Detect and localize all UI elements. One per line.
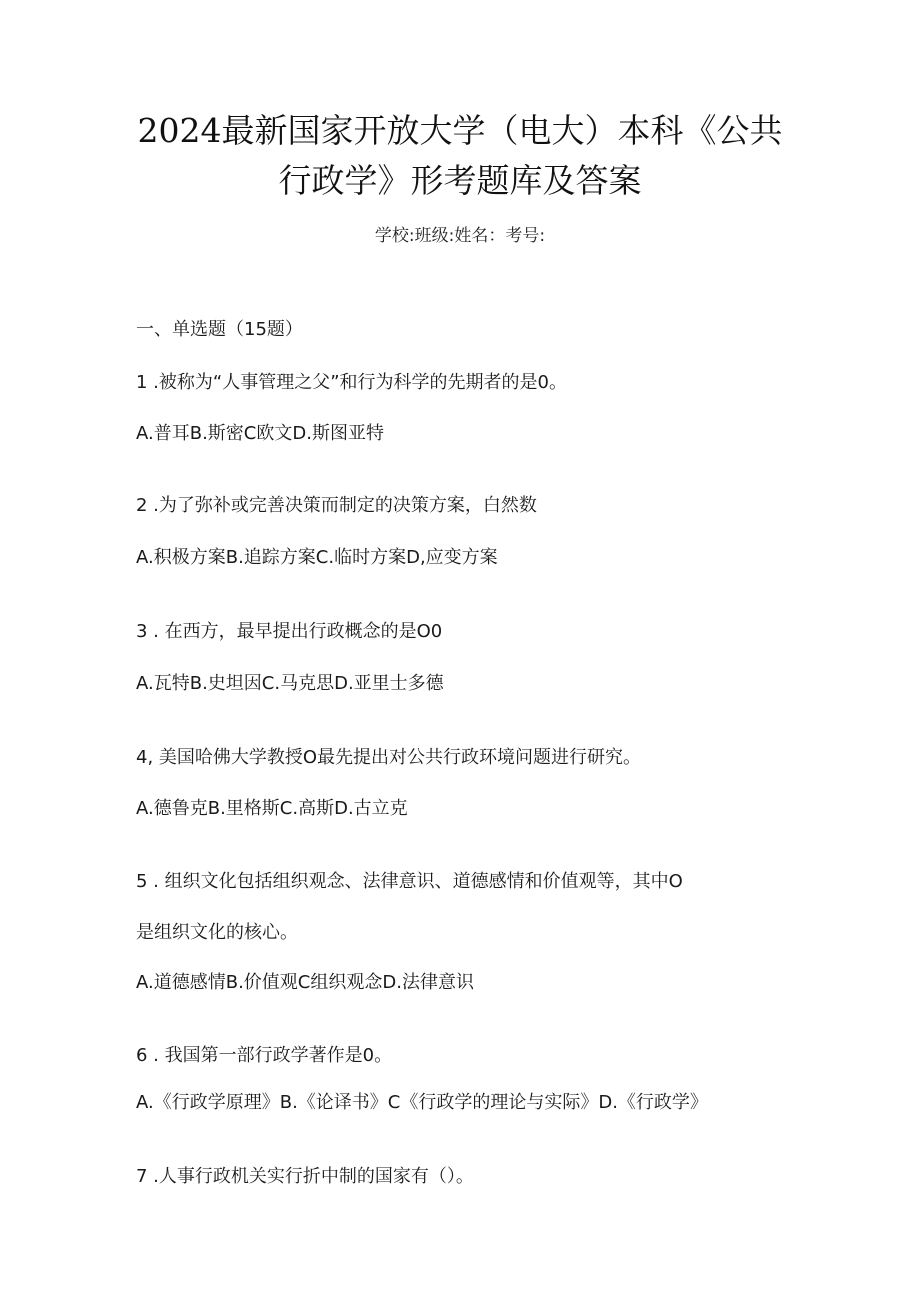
question-2-stem: 2 .为了弥补或完善决策而制定的决策方案，白然数 [136,495,537,516]
student-info-line: 学校:班级:姓名：考号: [374,226,546,246]
question-2-options: A.积极方案B.追踪方案C.临时方案D,应变方案 [136,547,498,568]
document-title-line-2: 行政学》形考题库及答案 [278,161,642,200]
question-4-stem: 4, 美国哈佛大学教授O最先提出对公共行政环境问题进行研究。 [136,747,642,768]
document-title-line-1: 2024最新国家开放大学（电大）本科《公共 [137,111,783,150]
question-3-options: A.瓦特B.史坦因C.马克思D.亚里士多德 [136,673,444,694]
question-4-options: A.德鲁克B.里格斯C.高斯D.古立克 [136,798,408,819]
question-6-options: A.《行政学原理》B.《论译书》C《行政学的理论与实际》D.《行政学》 [136,1092,708,1113]
question-1-stem: 1 .被称为“人事管理之父”和行为科学的先期者的是0。 [136,372,567,393]
question-3-stem: 3 . 在西方，最早提出行政概念的是O0 [136,621,443,642]
question-1-options: A.普耳B.斯密C欧文D.斯图亚特 [136,423,384,444]
question-6-stem: 6 . 我国第一部行政学著作是0。 [136,1045,393,1066]
question-7-stem: 7 .人事行政机关实行折中制的国家有（）。 [136,1166,474,1187]
question-5-stem-line-1: 5 . 组织文化包括组织观念、法律意识、道德感情和价值观等，其中O [136,871,683,892]
section-heading: 一、单选题（15题） [136,319,303,340]
question-5-options: A.道德感情B.价值观C组织观念D.法律意识 [136,972,474,993]
question-5-stem-line-2: 是组织文化的核心。 [136,922,298,943]
